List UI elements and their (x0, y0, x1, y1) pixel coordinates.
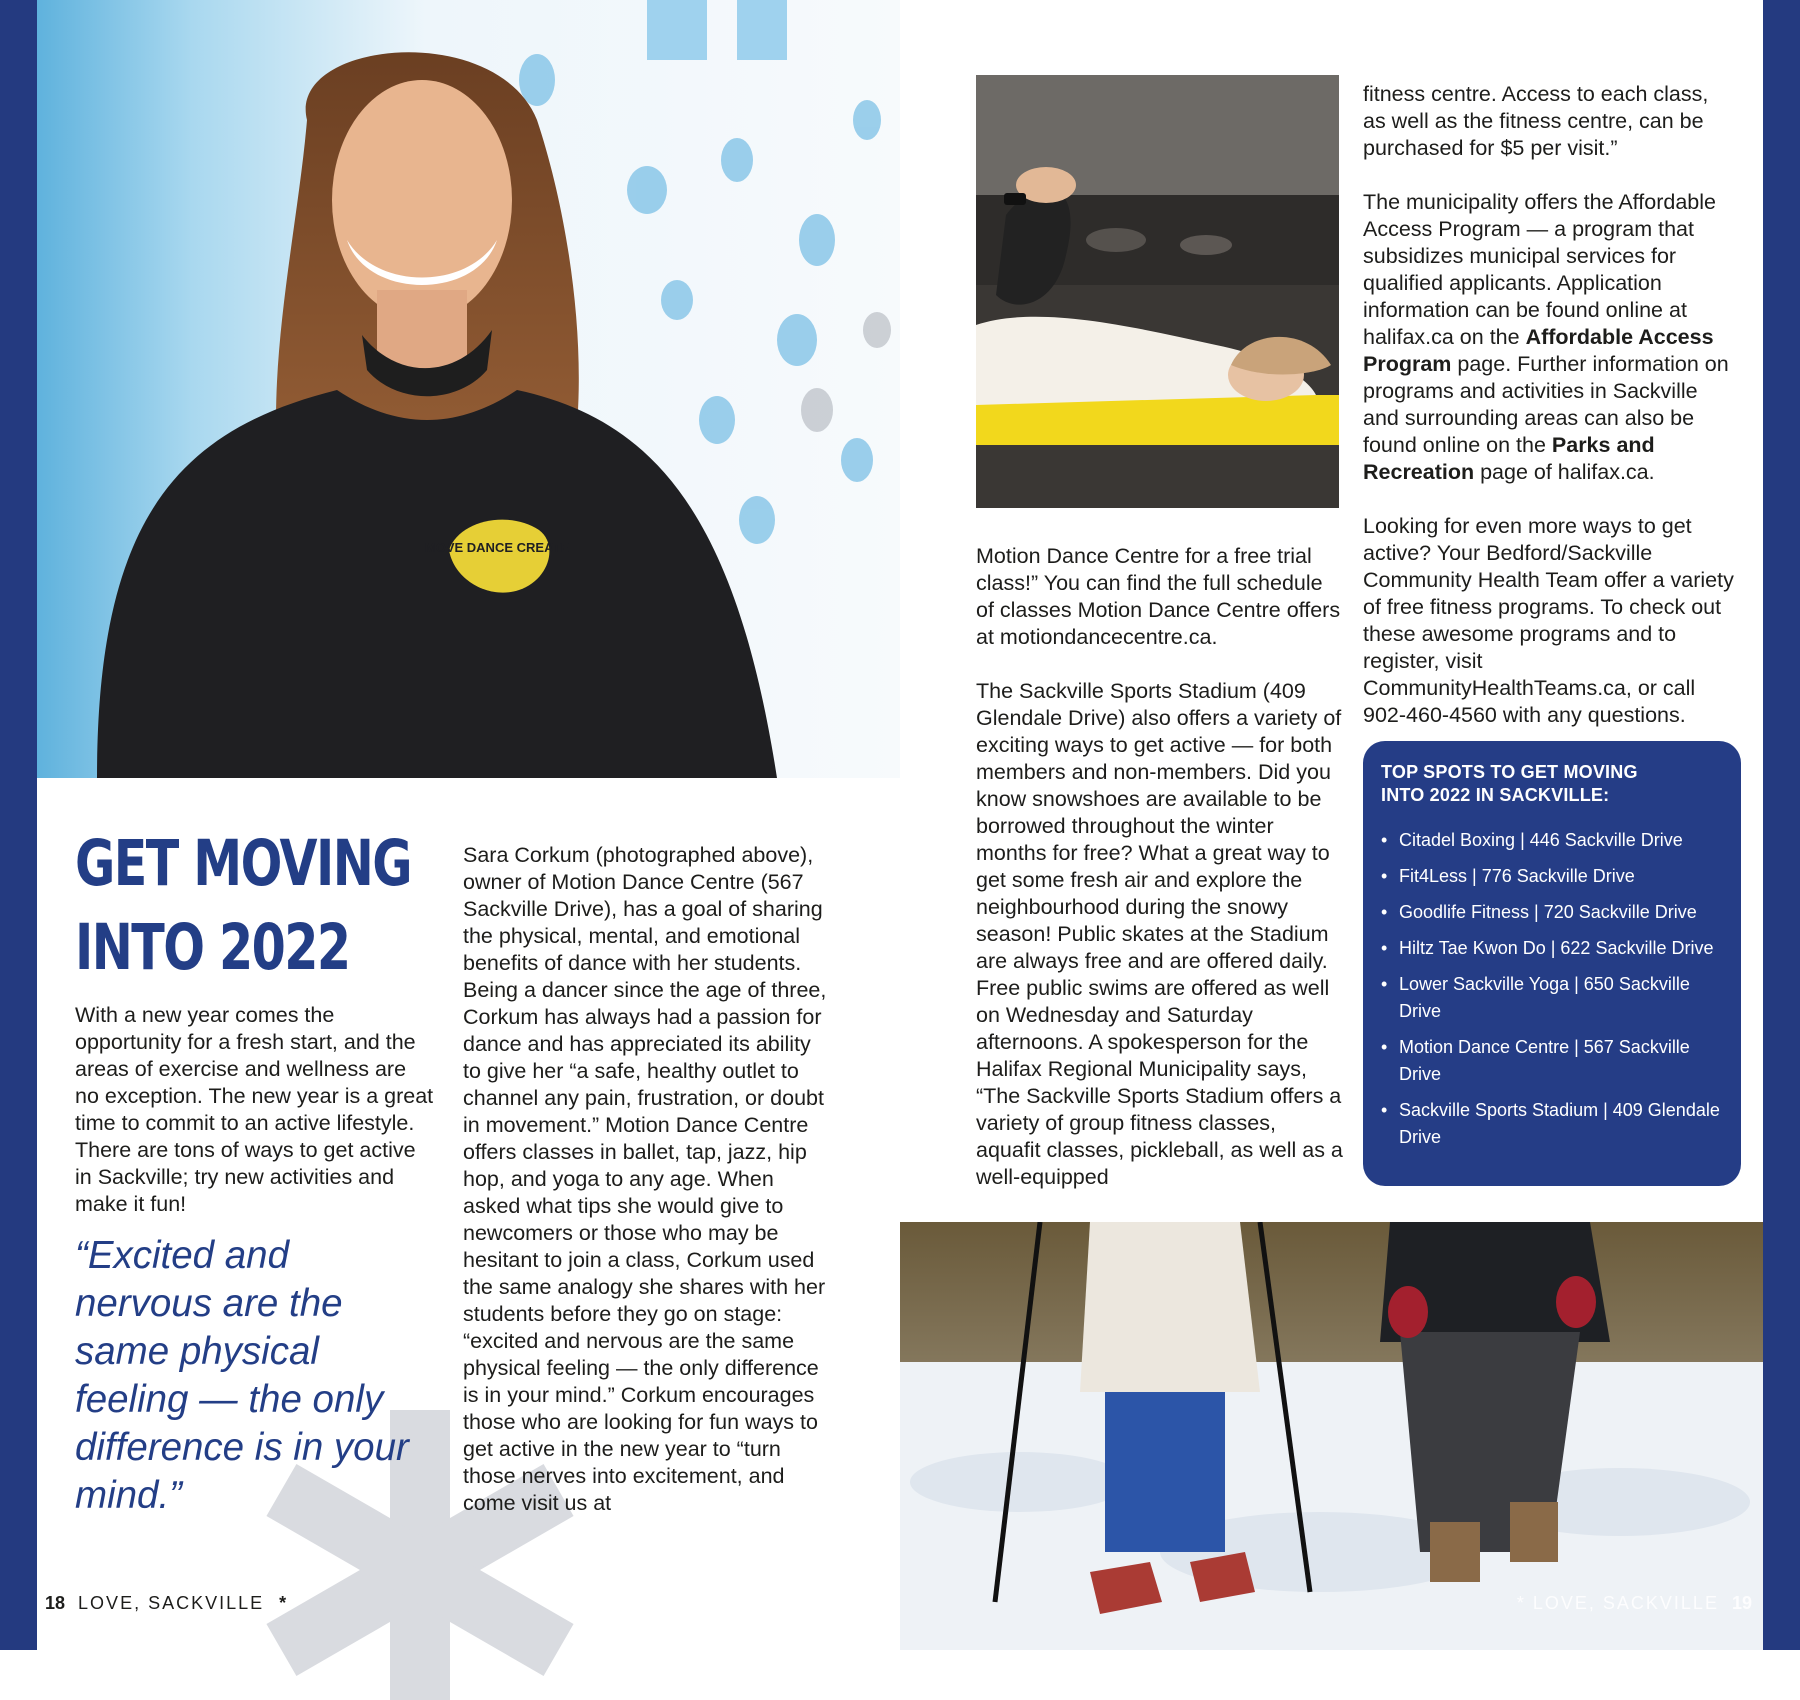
top-spots-box (1363, 741, 1741, 1186)
sara-paragraph: Sara Corkum (photographed above), owner of Motion Dance Centre (567 Sackville Drive), has a goal of sharing the physical, mental, and emotional benefits of dance with her students. Being a dancer since the age of three, Corkum has always had a passion for dance and has appreciated its ability to give her “a safe, healthy outlet to channel any pain, frustration, or doubt in movement.” Motion Dance Centre offers classes in ballet, tap, jazz, hip hop, and yoga to any age. When asked what tips she would give to newcomers or those who may be hesitant to join a class, Corkum used the same analogy she shares with her students before they go on stage: “excited and nervous are the same physical feeling — the only difference is in your mind.” Corkum encourages those who are looking for fun ways to get active in the new year to “turn those nerves into excitement, and come visit us at (463, 843, 827, 1515)
list-item: • Fit4Less | 776 Sackville Drive (1381, 863, 1723, 890)
intro-paragraph: With a new year comes the opportunity for a fresh start, and the areas of exercise and wellness are no exception. The new year is a great time to commit to an active lifestyle. There are tons of ways to get active in Sackville; try new activities and make it fun! (75, 1003, 434, 1216)
asterisk-icon: * (279, 1593, 289, 1613)
photo-yoga-class (976, 75, 1339, 508)
right-paragraph-2 (1363, 189, 1735, 486)
folio-right (1517, 1593, 1752, 1614)
right-paragraph-2-text-a: The municipality offers the Affordable Access Program — a program that subsidizes municipal services for qualified applicants. Application information can be found online at halifax.ca on the (1363, 190, 1716, 349)
photo-snowshoeing (900, 1222, 1763, 1650)
page-number-right: 19 (1731, 1593, 1752, 1613)
right-page-edge (1763, 0, 1800, 1650)
list-item: • Citadel Boxing | 446 Sackville Drive (1381, 827, 1723, 854)
parks-and-recreation-link[interactable]: Parks and Recreation (1363, 433, 1655, 484)
list-item: • Motion Dance Centre | 567 Sackville Drive (1381, 1034, 1723, 1088)
page-title-line-1: GET MOVING (75, 827, 412, 900)
right-paragraph-1: fitness centre. Access to each class, as well as the fitness centre, can be purchased for $5 per visit.” (1363, 82, 1709, 160)
right-paragraph-2-text-c: page of halifax.ca. (1474, 460, 1655, 484)
asterisk-icon: * (1516, 1593, 1526, 1613)
left-page-edge (0, 0, 37, 1650)
page-title-line-2: INTO 2022 (75, 911, 350, 984)
photo-sara-corkum (37, 0, 900, 778)
middle-paragraph-1: Motion Dance Centre for a free trial class!” You can find the full schedule of classes Motion Dance Centre offers at motiondancecentre.ca. (976, 544, 1341, 649)
top-spots-title (1381, 761, 1723, 807)
top-spots-title-line-2: INTO 2022 IN SACKVILLE: (1381, 785, 1610, 805)
folio-left (45, 1593, 288, 1614)
top-spots-list (1381, 827, 1723, 1151)
list-item: • Lower Sackville Yoga | 650 Sackville Drive (1381, 971, 1723, 1025)
page-number-left: 18 (45, 1593, 66, 1613)
intro-column (75, 1002, 435, 1218)
folio-left-text: LOVE, SACKVILLE (78, 1593, 265, 1613)
middle-paragraph-2: The Sackville Sports Stadium (409 Glendale Drive) also offers a variety of exciting ways to get active — for both members and non-members. Did you know snowshoes are available to be borrowed throughout the winter months for free? What a great way to get some fresh air and explore the neighbourhood during the snowy season! Public skates at the Stadium are always free and are offered daily. Free public swims are offered as well on Wednesday and Saturday afternoons. A spokesperson for the Halifax Regional Municipality says, “The Sackville Sports Stadium offers a variety of group fitness classes, aquafit classes, pickleball, as well as a well-equipped (976, 679, 1343, 1189)
article-column-middle (976, 543, 1346, 1191)
top-spots-title-line-1: TOP SPOTS TO GET MOVING (1381, 762, 1638, 782)
affordable-access-program-link[interactable]: Affordable Access Program (1363, 325, 1714, 376)
page-title (75, 822, 412, 990)
article-column-right (1363, 81, 1735, 729)
list-item: • Hiltz Tae Kwon Do | 622 Sackville Drive (1381, 935, 1723, 962)
folio-right-text: LOVE, SACKVILLE (1532, 1593, 1719, 1613)
right-paragraph-2-text-b: page. Further information on programs and activities in Sackville and surrounding areas can also be found online on the (1363, 352, 1729, 457)
right-paragraph-3: Looking for even more ways to get active? Your Bedford/Sackville Community Health Team offer a variety of free fitness programs. To check out these awesome programs and to register, visit CommunityHealthTeams.ca, or call 902-460-4560 with any questions. (1363, 514, 1734, 727)
shirt-logo-text: MOVE DANCE CREATE (424, 540, 570, 555)
list-item: • Goodlife Fitness | 720 Sackville Drive (1381, 899, 1723, 926)
article-column-sara (463, 842, 833, 1517)
list-item: • Sackville Sports Stadium | 409 Glendale Drive (1381, 1097, 1723, 1151)
pull-quote: “Excited and nervous are the same physical feeling — the only difference is in your mind.” (75, 1234, 409, 1517)
